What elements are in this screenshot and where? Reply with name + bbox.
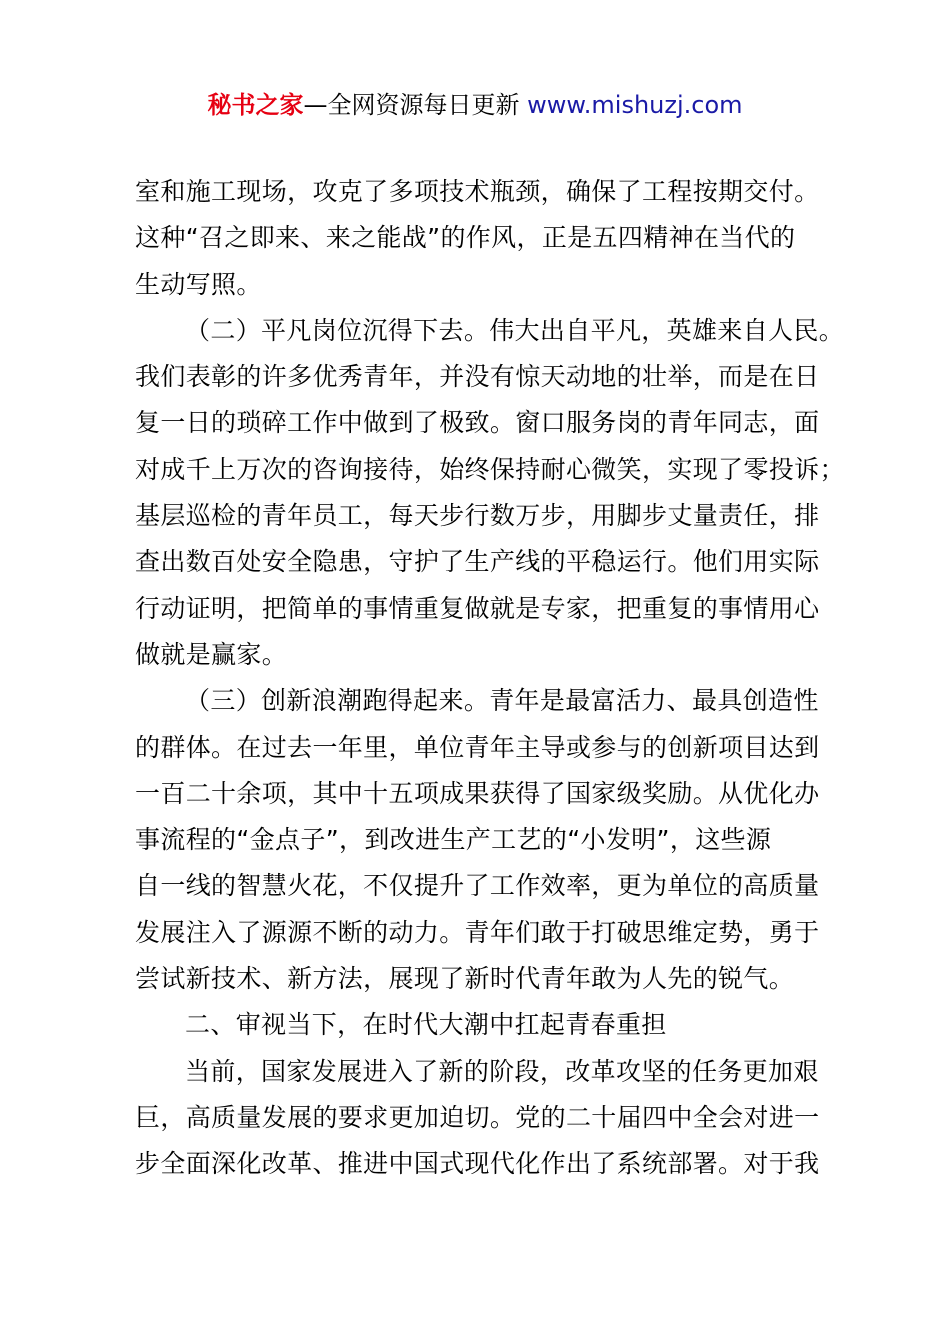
- text-line: 复一日的琐碎工作中做到了极致。窗口服务岗的青年同志，面: [135, 408, 820, 438]
- site-tagline: —全网资源每日更新: [303, 91, 520, 119]
- paragraph-start: 当前，国家发展进入了新的阶段，改革攻坚的任务更加艰: [185, 1056, 819, 1086]
- text-line: 做就是赢家。: [135, 639, 288, 669]
- text-line: 这种“召之即来、来之能战”的作风，正是五四精神在当代的: [135, 223, 796, 253]
- text-line: 巨，高质量发展的要求更加迫切。党的二十届四中全会对进一: [135, 1102, 820, 1132]
- text-line: 发展注入了源源不断的动力。青年们敢于打破思维定势，勇于: [135, 917, 820, 947]
- text-line: 一百二十余项，其中十五项成果获得了国家级奖励。从优化办: [135, 778, 820, 808]
- text-line: 自一线的智慧火花，不仅提升了工作效率，更为单位的高质量: [135, 871, 820, 901]
- chapter-heading-2: 二、审视当下，在时代大潮中扛起青春重担: [185, 1010, 667, 1040]
- text-line: 行动证明，把简单的事情重复做就是专家，把重复的事情用心: [135, 593, 820, 623]
- section-heading-2: （二）平凡岗位沉得下去。伟大出自平凡，英雄来自人民。: [185, 315, 845, 345]
- text-line: 步全面深化改革、推进中国式现代化作出了系统部署。对于我: [135, 1149, 820, 1179]
- text-line: 对成千上万次的咨询接待，始终保持耐心微笑，实现了零投诉；: [135, 454, 845, 484]
- site-url-link[interactable]: www.mishuzj.com: [527, 91, 743, 119]
- text-line: 事流程的“金点子”，到改进生产工艺的“小发明”，这些源: [135, 825, 772, 855]
- text-line: 室和施工现场，攻克了多项技术瓶颈，确保了工程按期交付。: [135, 177, 820, 206]
- text-line: 基层巡检的青年员工，每天步行数万步，用脚步丈量责任，排: [135, 501, 820, 531]
- text-line: 生动写照。: [135, 269, 262, 299]
- text-line: 我们表彰的许多优秀青年，并没有惊天动地的壮举，而是在日: [135, 362, 820, 392]
- section-heading-3: （三）创新浪潮跑得起来。青年是最富活力、最具创造性: [185, 686, 819, 716]
- text-line: 尝试新技术、新方法，展现了新时代青年敢为人先的锐气。: [135, 964, 795, 994]
- document-body: [135, 169, 850, 1188]
- text-line: 的群体。在过去一年里，单位青年主导或参与的创新项目达到: [135, 732, 820, 762]
- site-brand: 秘书之家: [207, 91, 304, 119]
- text-line: 查出数百处安全隐患，守护了生产线的平稳运行。他们用实际: [135, 547, 820, 577]
- page-header: [0, 88, 950, 122]
